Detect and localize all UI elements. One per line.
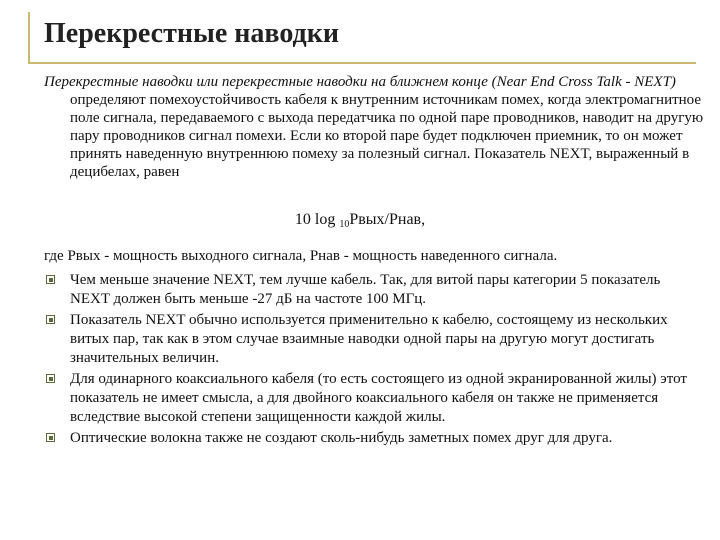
- intro-paragraph: [44, 73, 720, 181]
- bullet-text: Для одинарного коаксиального кабеля (то есть состоящего из одной экранированной жилы) этот показатель не имеет смысла, а для двойного коаксиального кабеля он также не применяется вследствие высокой степени защищенности каждой жилы.: [70, 371, 687, 425]
- formula: [0, 211, 720, 230]
- bullet-text: Показатель NEXT обычно используется применительно к кабелю, состоящему из нескольких витых пар, так как в этом случае взаимные наводки одной пары на другую могут достигать значительных величин.: [70, 312, 668, 366]
- bullet-text: Чем меньше значение NEXT, тем лучше кабель. Так, для витой пары категории 5 показатель NEXT должен быть меньше -27 дБ на частоте 100 МГц.: [70, 272, 661, 307]
- list-item: [44, 370, 694, 427]
- formula-legend: где Рвых - мощность выходного сигнала, Рнав - мощность наведенного сигнала.: [44, 248, 558, 264]
- intro-term: Перекрестные наводки или перекрестные наводки на ближнем конце (Near End Cross Talk - NEXT): [44, 74, 676, 90]
- formula-log: 10 log: [294, 211, 336, 228]
- bullet-text: Оптические волокна также не создают сколь-нибудь заметных помех друг для друга.: [70, 430, 613, 446]
- list-item: [44, 311, 694, 368]
- slide-title: Перекрестные наводки: [44, 18, 339, 49]
- bullet-box-icon: [46, 315, 55, 324]
- formula-ratio: Рвых/Рнав,: [349, 211, 426, 228]
- bullet-box-icon: [46, 374, 55, 383]
- list-item: [44, 271, 694, 309]
- formula-base: 10: [339, 219, 350, 230]
- bullet-box-icon: [46, 433, 55, 442]
- bullet-box-icon: [46, 275, 55, 284]
- intro-text: определяют помехоустойчивость кабеля к внутренним источникам помех, когда электромагнитное поле сигнала, передаваемого с выхода передатчика по одной паре проводников, наводит на другую пару проводников сигнал помехи. Если ко второй паре будет подключен приемник, то он может принять наведенную внутреннюю помеху за полезный сигнал. Показатель NEXT, выраженный в децибелах, равен: [70, 92, 704, 180]
- bullet-list: [44, 271, 694, 450]
- list-item: [44, 429, 694, 448]
- title-bar: [28, 12, 696, 64]
